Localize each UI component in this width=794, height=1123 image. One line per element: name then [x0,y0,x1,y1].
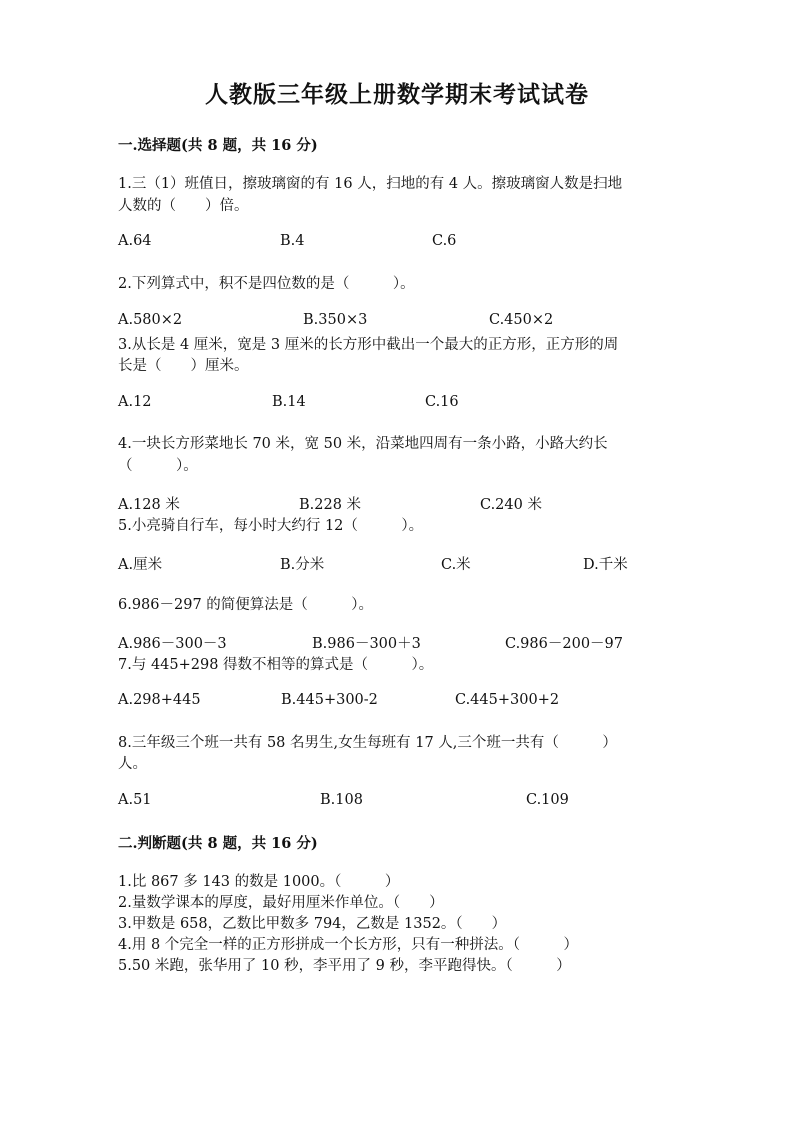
question-3-line-1: 3.从长是 4 厘米，宽是 3 厘米的长方形中截出一个最大的正方形，正方形的周 [118,337,619,353]
question-8-option-b: B.108 [320,792,363,808]
question-7-option-b: B.445+300-2 [281,692,378,708]
question-4-option-b: B.228 米 [299,497,362,513]
question-1-option-c: C.6 [432,233,457,249]
question-2-option-b: B.350×3 [303,312,368,328]
question-1-option-b: B.4 [280,233,305,249]
question-8-line-2: 人。 [118,756,147,772]
page-title: 人教版三年级上册数学期末考试试卷 [205,81,589,108]
question-2-option-c: C.450×2 [489,312,554,328]
question-3-option-b: B.14 [272,394,306,410]
question-1-line-2: 人数的（ ）倍。 [118,198,249,214]
judgment-item-1: 1.比 867 多 143 的数是 1000。（ ） [118,874,400,890]
judgment-item-3: 3.甲数是 658，乙数比甲数多 794，乙数是 1352。（ ） [118,916,507,932]
judgment-item-5: 5.50 米跑，张华用了 10 秒，李平用了 9 秒，李平跑得快。（ ） [118,958,571,974]
judgment-item-2: 2.量数学课本的厚度，最好用厘米作单位。（ ） [118,895,444,911]
question-4-option-c: C.240 米 [480,497,542,513]
question-7-option-a: A.298+445 [118,692,201,708]
question-6-line-1: 6.986－297 的简便算法是（ ）。 [118,597,374,613]
question-2-line-1: 2.下列算式中，积不是四位数的是（ ）。 [118,276,415,292]
section-heading-judgment: 二.判断题(共 8 题，共 16 分) [118,835,318,852]
question-5-option-a: A.厘米 [118,557,163,573]
question-3-line-2: 长是（ ）厘米。 [118,358,249,374]
question-1-option-a: A.64 [118,233,152,249]
section-heading-choice: 一.选择题(共 8 题，共 16 分) [118,137,318,154]
question-3-option-a: A.12 [118,394,152,410]
judgment-item-4: 4.用 8 个完全一样的正方形拼成一个长方形，只有一种拼法。（ ） [118,937,579,953]
question-1-line-1: 1.三（1）班值日，擦玻璃窗的有 16 人，扫地的有 4 人。擦玻璃窗人数是扫地 [118,176,623,192]
question-2-option-a: A.580×2 [118,312,183,328]
question-8-option-a: A.51 [118,792,152,808]
question-5-option-c: C.米 [441,557,471,573]
question-8-option-c: C.109 [526,792,569,808]
question-4-option-a: A.128 米 [118,497,180,513]
question-7-option-c: C.445+300+2 [455,692,560,708]
question-6-option-b: B.986－300＋3 [312,636,421,652]
question-7-line-1: 7.与 445+298 得数不相等的算式是（ ）。 [118,657,434,673]
question-5-option-b: B.分米 [280,557,325,573]
question-8-line-1: 8.三年级三个班一共有 58 名男生,女生每班有 17 人,三个班一共有（ ） [118,735,617,751]
question-5-option-d: D.千米 [583,557,628,573]
question-6-option-c: C.986－200－97 [505,636,623,652]
question-4-line-1: 4.一块长方形菜地长 70 米，宽 50 米，沿菜地四周有一条小路，小路大约长 [118,436,608,452]
question-6-option-a: A.986－300－3 [118,636,227,652]
question-5-line-1: 5.小亮骑自行车，每小时大约行 12（ ）。 [118,518,424,534]
question-4-line-2: （ ）。 [118,458,198,474]
question-3-option-c: C.16 [425,394,459,410]
